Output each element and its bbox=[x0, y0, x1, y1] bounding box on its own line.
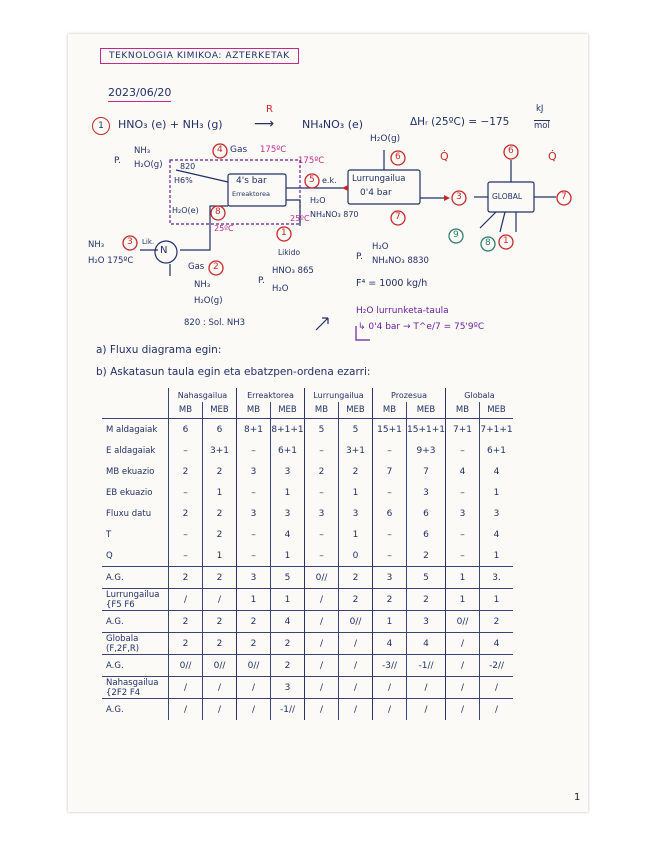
table-cell: 4 bbox=[271, 611, 305, 633]
table-cell: 3 bbox=[339, 503, 373, 524]
question-a: a) Fluxu diagrama egin: bbox=[96, 344, 222, 356]
table-cell: 2 bbox=[203, 524, 237, 545]
table-cell: / bbox=[305, 699, 339, 721]
group-header: Globala bbox=[446, 388, 514, 402]
s2-value: 820 : Sol. NH3 bbox=[184, 318, 246, 328]
table-cell: 7 bbox=[407, 461, 446, 482]
row-label: A.G. bbox=[102, 699, 169, 721]
table-cell: 4 bbox=[271, 524, 305, 545]
global-num-1: 1 bbox=[503, 236, 509, 246]
table-cell: 3+1 bbox=[339, 440, 373, 461]
table-cell: / bbox=[305, 589, 339, 611]
table-row bbox=[102, 677, 513, 699]
table-cell: 2 bbox=[169, 503, 203, 524]
row-label: Q bbox=[106, 550, 113, 561]
stream-5-label: e.k. bbox=[322, 176, 337, 185]
table-cell: 1 bbox=[446, 589, 480, 611]
table-row bbox=[102, 545, 513, 567]
table-cell: – bbox=[169, 482, 203, 503]
table-cell: 3 bbox=[271, 677, 305, 699]
reactor-label: 4's bar bbox=[236, 176, 267, 186]
table-cell: / bbox=[480, 677, 514, 699]
p-label-1: P. bbox=[258, 276, 265, 286]
sub-header: MEB bbox=[339, 402, 373, 419]
table-cell: 15+1 bbox=[373, 419, 407, 441]
heat-q-evaporator: Q̇ bbox=[440, 150, 449, 163]
date: 2023/06/20 bbox=[108, 86, 171, 102]
row-label: Nahasgailua {2F2 F4 bbox=[102, 677, 169, 699]
table-cell: 2 bbox=[237, 611, 271, 633]
reaction-arrow: ⟶ bbox=[254, 116, 275, 132]
table-cell: 1 bbox=[339, 482, 373, 503]
table-cell: / bbox=[373, 699, 407, 721]
pointer-arrow bbox=[316, 318, 328, 330]
table-cell: 4 bbox=[480, 524, 514, 545]
table-cell: / bbox=[169, 677, 203, 699]
sub-header: MEB bbox=[407, 402, 446, 419]
table-row bbox=[102, 461, 513, 482]
table-row bbox=[102, 589, 513, 611]
h2o-liquid: H₂O(e) bbox=[172, 206, 199, 215]
table-cell: – bbox=[446, 440, 480, 461]
table-cell: 3 bbox=[237, 503, 271, 524]
table-cell: 6 bbox=[407, 524, 446, 545]
table-cell: 0// bbox=[203, 655, 237, 677]
row-label: MB ekuazio bbox=[106, 466, 155, 477]
table-cell: 0// bbox=[339, 611, 373, 633]
table-row bbox=[102, 482, 513, 503]
table-cell: 1 bbox=[339, 524, 373, 545]
table-row bbox=[102, 419, 513, 441]
table-cell: – bbox=[373, 482, 407, 503]
stream-6-label: H₂O(g) bbox=[370, 134, 401, 144]
table-cell: 5 bbox=[271, 567, 305, 589]
table-cell: 7+1+1 bbox=[480, 419, 514, 441]
table-cell: 3 bbox=[446, 503, 480, 524]
table-cell: 2 bbox=[271, 633, 305, 655]
evaporator-label: Lurrungailua bbox=[352, 174, 406, 184]
question-b: b) Askatasun taula egin eta ebatzpen-ordena ezarri: bbox=[96, 366, 371, 378]
sub-header: MB bbox=[446, 402, 480, 419]
s5-item-1: H₂O bbox=[310, 196, 326, 205]
page-number: 1 bbox=[574, 792, 581, 803]
sub-header: MB bbox=[305, 402, 339, 419]
stream-num-7: 7 bbox=[395, 212, 401, 222]
stream-num-6: 6 bbox=[395, 152, 401, 162]
table-cell: – bbox=[373, 440, 407, 461]
table-cell: / bbox=[305, 633, 339, 655]
val-820: 820 bbox=[180, 162, 196, 171]
table-cell: 7 bbox=[373, 461, 407, 482]
table-cell: – bbox=[305, 545, 339, 567]
table-cell: / bbox=[339, 677, 373, 699]
table-cell: / bbox=[373, 677, 407, 699]
table-cell: 5 bbox=[305, 419, 339, 441]
table-cell: – bbox=[169, 545, 203, 567]
global-num-7: 7 bbox=[561, 192, 567, 202]
row-label: Fluxu datu bbox=[106, 508, 152, 519]
table-cell: / bbox=[169, 699, 203, 721]
table-cell: -1// bbox=[271, 699, 305, 721]
table-cell: – bbox=[305, 482, 339, 503]
stream-num-3: 3 bbox=[127, 237, 133, 247]
s7-item-1: H₂O bbox=[372, 242, 389, 252]
table-cell: / bbox=[203, 677, 237, 699]
table-cell: 0// bbox=[237, 655, 271, 677]
s2-item-1: NH₃ bbox=[194, 280, 211, 290]
table-cell: / bbox=[446, 699, 480, 721]
table-cell: – bbox=[237, 440, 271, 461]
global-num-6: 6 bbox=[508, 146, 514, 156]
s7-item-2: NH₄NO₃ 8830 bbox=[372, 256, 429, 266]
row-label: A.G. bbox=[102, 655, 169, 677]
table-cell: / bbox=[339, 699, 373, 721]
table-cell: -3// bbox=[373, 655, 407, 677]
table-cell: 7+1 bbox=[446, 419, 480, 441]
table-cell: 2 bbox=[373, 589, 407, 611]
row-label: E aldagaiak bbox=[106, 445, 156, 456]
global-num-8: 8 bbox=[485, 238, 491, 248]
s3-item-2: H₂O 175ºC bbox=[88, 256, 134, 266]
reactor-sublabel: Erreaktorea bbox=[232, 190, 270, 198]
table-cell: 2 bbox=[169, 461, 203, 482]
table-cell: 0// bbox=[169, 655, 203, 677]
table-cell: 2 bbox=[169, 567, 203, 589]
stream-4-temp: 175ºC bbox=[260, 145, 287, 155]
table-cell: 2 bbox=[339, 589, 373, 611]
group-header: Prozesua bbox=[373, 388, 446, 402]
sub-header: MB bbox=[169, 402, 203, 419]
table-cell: / bbox=[203, 699, 237, 721]
row-label: A.G. bbox=[102, 567, 169, 589]
table-cell: – bbox=[237, 482, 271, 503]
table-cell: 2 bbox=[407, 545, 446, 567]
row-label: Globala (F,2F,R) bbox=[102, 633, 169, 655]
heat-q-global: Q̇ bbox=[548, 150, 557, 163]
table-cell: 4 bbox=[480, 633, 514, 655]
enthalpy-unit-den: mol bbox=[534, 121, 550, 131]
page-title: TEKNOLOGIA KIMIKOA: AZTERKETAK bbox=[100, 48, 299, 64]
table-cell: 2 bbox=[203, 503, 237, 524]
table-cell: 1 bbox=[271, 589, 305, 611]
table-cell: 2 bbox=[339, 461, 373, 482]
table-cell: / bbox=[446, 655, 480, 677]
table-cell: 4 bbox=[480, 461, 514, 482]
note-steam-table: H₂O lurrunketa-taula bbox=[356, 306, 449, 316]
table-cell: 3 bbox=[373, 567, 407, 589]
table-cell: – bbox=[169, 524, 203, 545]
note-temperature: ↳ 0'4 bar → T^e/7 = 75'9ºC bbox=[358, 322, 485, 332]
table-row bbox=[102, 633, 513, 655]
stream-num-5: 5 bbox=[309, 175, 315, 185]
table-cell: 1 bbox=[480, 589, 514, 611]
table-row bbox=[102, 567, 513, 589]
row-label: T bbox=[106, 529, 112, 540]
table-cell: 8+1+1 bbox=[271, 419, 305, 441]
table-cell: 1 bbox=[446, 567, 480, 589]
reaction-reactants: HNO₃ (e) + NH₃ (g) bbox=[118, 118, 223, 131]
table-cell: 2 bbox=[169, 611, 203, 633]
table-body bbox=[102, 419, 513, 721]
table-cell: 2 bbox=[339, 567, 373, 589]
table-row bbox=[102, 611, 513, 633]
group-header: Erreaktorea bbox=[237, 388, 305, 402]
table-cell: 3 bbox=[237, 567, 271, 589]
stream-1-label: Likido bbox=[278, 248, 301, 257]
table-cell: 4 bbox=[407, 633, 446, 655]
table-cell: 2 bbox=[237, 633, 271, 655]
table-cell: / bbox=[339, 633, 373, 655]
reaction-arrow-label: R bbox=[266, 104, 273, 115]
reaction-products: NH₄NO₃ (e) bbox=[302, 118, 364, 131]
table-cell: 3 bbox=[271, 503, 305, 524]
table-cell: 1 bbox=[373, 611, 407, 633]
stream-num-4: 4 bbox=[217, 145, 223, 155]
arrowhead-7 bbox=[444, 195, 450, 201]
evaporator-pressure: 0'4 bar bbox=[360, 188, 392, 198]
table-cell: / bbox=[305, 611, 339, 633]
table-cell: / bbox=[203, 589, 237, 611]
table-cell: 3 bbox=[237, 461, 271, 482]
table-cell: 3+1 bbox=[203, 440, 237, 461]
table-cell: – bbox=[373, 524, 407, 545]
table-sub-header bbox=[102, 402, 513, 419]
temp-25: 25ºC bbox=[214, 224, 234, 233]
sub-header: MB bbox=[373, 402, 407, 419]
s3-side: Lik. bbox=[142, 238, 155, 246]
table-cell: 0// bbox=[446, 611, 480, 633]
table-cell: 6+1 bbox=[480, 440, 514, 461]
table-cell: 9+3 bbox=[407, 440, 446, 461]
table-cell: 2 bbox=[407, 589, 446, 611]
table-cell: 2 bbox=[203, 611, 237, 633]
table-cell: 2 bbox=[271, 655, 305, 677]
table-cell: 3 bbox=[271, 461, 305, 482]
table-cell: 1 bbox=[480, 482, 514, 503]
table-cell: 6+1 bbox=[271, 440, 305, 461]
s2-item-2: H₂O(g) bbox=[194, 296, 223, 306]
table-group-header bbox=[102, 388, 513, 402]
global-in-9 bbox=[480, 212, 496, 228]
table-cell: / bbox=[237, 699, 271, 721]
row-label: EB ekuazio bbox=[106, 487, 153, 498]
table-cell: / bbox=[169, 589, 203, 611]
table-cell: / bbox=[407, 699, 446, 721]
table-cell: / bbox=[480, 699, 514, 721]
freedom-table bbox=[102, 388, 513, 720]
table-row bbox=[102, 699, 513, 721]
mixer-label: N bbox=[160, 245, 168, 256]
table-cell: / bbox=[407, 677, 446, 699]
table-cell: 1 bbox=[480, 545, 514, 567]
table-row bbox=[102, 655, 513, 677]
stream-2-label: Gas bbox=[188, 262, 205, 272]
table-cell: 1 bbox=[271, 482, 305, 503]
table-cell: 5 bbox=[407, 567, 446, 589]
stream-5-temp: 175ºC bbox=[298, 156, 325, 166]
table-cell: 5 bbox=[339, 419, 373, 441]
table-cell: -2// bbox=[480, 655, 514, 677]
p4-item-2: H₂O(g) bbox=[134, 160, 163, 170]
arrowhead-5 bbox=[342, 185, 348, 191]
stream-num-1: 1 bbox=[281, 228, 287, 238]
enthalpy-unit-num: kJ bbox=[536, 104, 544, 114]
table-cell: 1 bbox=[237, 589, 271, 611]
s1-item-2: H₂O bbox=[272, 284, 289, 294]
table-cell: 6 bbox=[407, 503, 446, 524]
row-label: Lurrungailua {F5 F6 bbox=[102, 589, 169, 611]
p-label-7: P. bbox=[356, 252, 363, 262]
table-cell: 15+1+1 bbox=[407, 419, 446, 441]
table-cell: – bbox=[237, 524, 271, 545]
table-cell: – bbox=[237, 545, 271, 567]
s5-item-2: NH₄NO₃ 870 bbox=[310, 210, 359, 219]
flow-f4: F⁴ = 1000 kg/h bbox=[356, 278, 428, 289]
table-cell: – bbox=[446, 524, 480, 545]
global-in-8 bbox=[500, 212, 505, 232]
sub-header: MEB bbox=[480, 402, 514, 419]
table-cell: 1 bbox=[271, 545, 305, 567]
s3-item-1: NH₃ bbox=[88, 240, 105, 250]
sub-header: MEB bbox=[203, 402, 237, 419]
group-header: Nahasgailua bbox=[169, 388, 237, 402]
table-cell: 3 bbox=[407, 482, 446, 503]
sub-header: MB bbox=[237, 402, 271, 419]
problem-number: 1 bbox=[92, 117, 110, 135]
table-cell: – bbox=[446, 545, 480, 567]
table-cell: 0// bbox=[305, 567, 339, 589]
table-cell: 3 bbox=[305, 503, 339, 524]
table-cell: 4 bbox=[446, 461, 480, 482]
table-cell: 2 bbox=[305, 461, 339, 482]
table-cell: 0 bbox=[339, 545, 373, 567]
table-cell: – bbox=[446, 482, 480, 503]
h6-label: H6% bbox=[174, 176, 193, 185]
group-header: Lurrungailua bbox=[305, 388, 373, 402]
table-row bbox=[102, 440, 513, 461]
global-num-3: 3 bbox=[456, 192, 462, 202]
s1-item-1: HNO₃ 865 bbox=[272, 266, 314, 276]
table-cell: 2 bbox=[203, 567, 237, 589]
p4-item-1: NH₃ bbox=[134, 146, 151, 156]
row-label: M aldagaiak bbox=[106, 424, 158, 435]
table-cell: 2 bbox=[203, 461, 237, 482]
table-cell: -1// bbox=[407, 655, 446, 677]
table-cell: / bbox=[237, 677, 271, 699]
table-cell: 2 bbox=[203, 633, 237, 655]
table-cell: 6 bbox=[203, 419, 237, 441]
table-cell: / bbox=[339, 655, 373, 677]
table-cell: 3 bbox=[480, 503, 514, 524]
table-cell: 2 bbox=[480, 611, 514, 633]
table-row bbox=[102, 524, 513, 545]
table-cell: 6 bbox=[169, 419, 203, 441]
table-cell: – bbox=[305, 440, 339, 461]
table-row bbox=[102, 503, 513, 524]
reactor-temp: 25ºC bbox=[290, 214, 310, 223]
table-cell: / bbox=[305, 655, 339, 677]
table-cell: 6 bbox=[373, 503, 407, 524]
table-cell: 3. bbox=[480, 567, 514, 589]
global-label: GLOBAL bbox=[492, 192, 523, 201]
reaction-enthalpy: ΔHᵣ (25ºC) = −175 bbox=[410, 116, 510, 128]
row-label: A.G. bbox=[102, 611, 169, 633]
table-cell: / bbox=[446, 633, 480, 655]
table-cell: – bbox=[169, 440, 203, 461]
table-cell: 1 bbox=[203, 482, 237, 503]
stream-num-2: 2 bbox=[213, 262, 219, 272]
table-cell: / bbox=[305, 677, 339, 699]
stream-4-label: Gas bbox=[230, 145, 248, 155]
global-num-9: 9 bbox=[453, 230, 459, 240]
table-cell: / bbox=[446, 677, 480, 699]
table-cell: 3 bbox=[407, 611, 446, 633]
p-label-4: P. bbox=[114, 156, 121, 166]
table-cell: 2 bbox=[169, 633, 203, 655]
table-cell: 4 bbox=[373, 633, 407, 655]
table-cell: 8+1 bbox=[237, 419, 271, 441]
sub-header: MEB bbox=[271, 402, 305, 419]
table-cell: – bbox=[373, 545, 407, 567]
stream-num-8: 8 bbox=[215, 207, 221, 217]
table-cell: 1 bbox=[203, 545, 237, 567]
table-cell: – bbox=[305, 524, 339, 545]
